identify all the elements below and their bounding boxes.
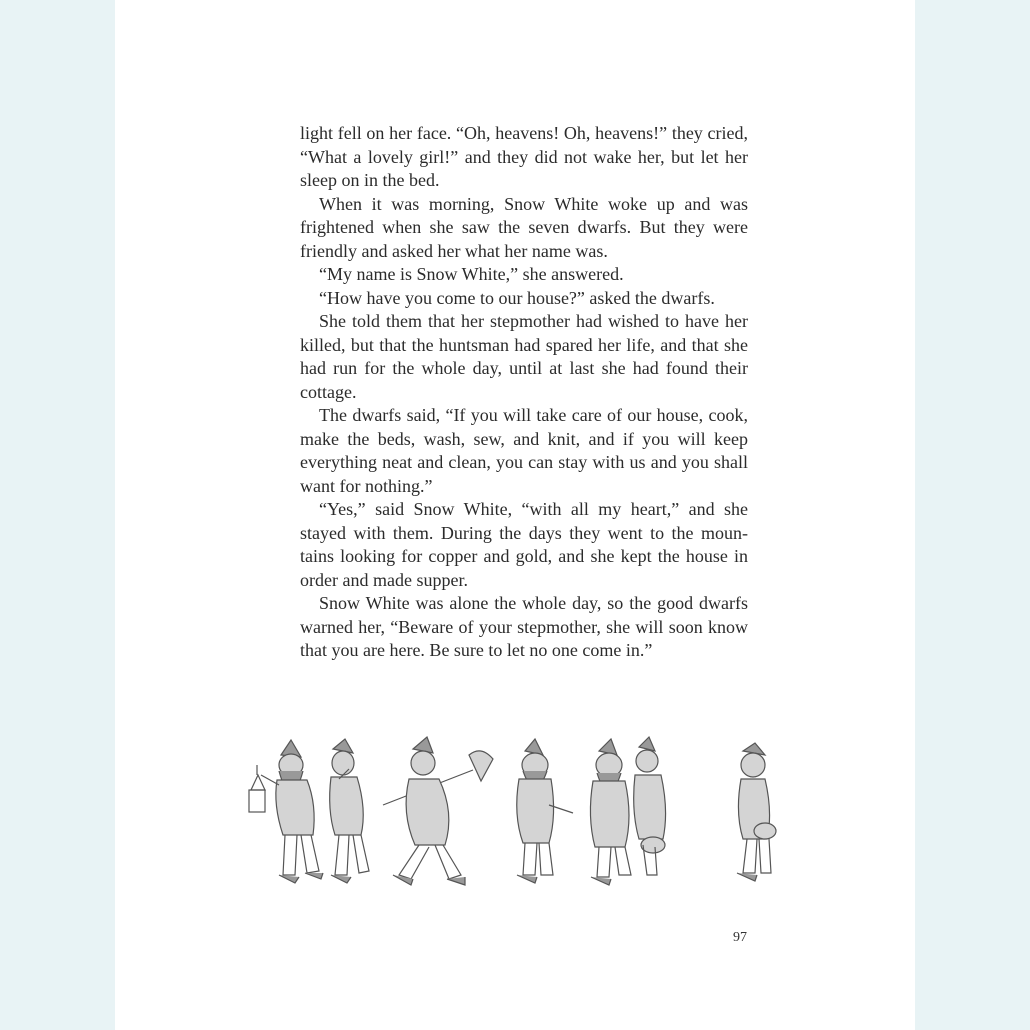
paragraph: light fell on her face. “Oh, heavens! Oh, heavens!” they cried, “What a lovely girl!” and they did not wake her, but let her sleep on in the bed. bbox=[300, 123, 748, 190]
book-page bbox=[115, 0, 915, 1030]
paragraph: “My name is Snow White,” she answered. bbox=[319, 264, 624, 284]
seven-dwarfs-illustration bbox=[243, 735, 803, 900]
dwarf-with-lantern bbox=[249, 740, 323, 883]
paragraph: “Yes,” said Snow White, “with all my heart,” and she stayed with them. During the days they went to the moun-tains looking for copper and gold, and she kept the house in order and made supper. bbox=[300, 499, 748, 590]
paragraph: She told them that her stepmother had wished to have her killed, but that the huntsman had spared her life, and that she had run for the whole day, until at last she had found their cottage. bbox=[300, 311, 748, 402]
paragraph: When it was morning, Snow White woke up and was frightened when she saw the seven dwarfs. But they were friendly and asked her what her name was. bbox=[300, 193, 748, 261]
paragraph: Snow White was alone the whole day, so the good dwarfs warned her, “Beware of your stepmother, she will soon know that you are here. Be sure to let no one come in.” bbox=[300, 593, 748, 660]
page-number: 97 bbox=[733, 930, 747, 945]
dwarf-with-shovel bbox=[383, 737, 493, 885]
dwarfs-drawing bbox=[243, 735, 803, 900]
paragraph: “How have you come to our house?” asked the dwarfs. bbox=[319, 287, 715, 308]
dwarf-thinking bbox=[330, 739, 369, 883]
dwarf-with-basket bbox=[737, 743, 776, 881]
paragraph: The dwarfs said, “If you will take care of our house, cook, make the beds, wash, sew, and knit, and if you will keep everything neat and clean, you can stay with us and you shall want for nothing.” bbox=[300, 405, 748, 496]
story-text bbox=[300, 122, 748, 663]
dwarf-group bbox=[590, 737, 665, 885]
dwarf-bearded bbox=[517, 739, 573, 883]
